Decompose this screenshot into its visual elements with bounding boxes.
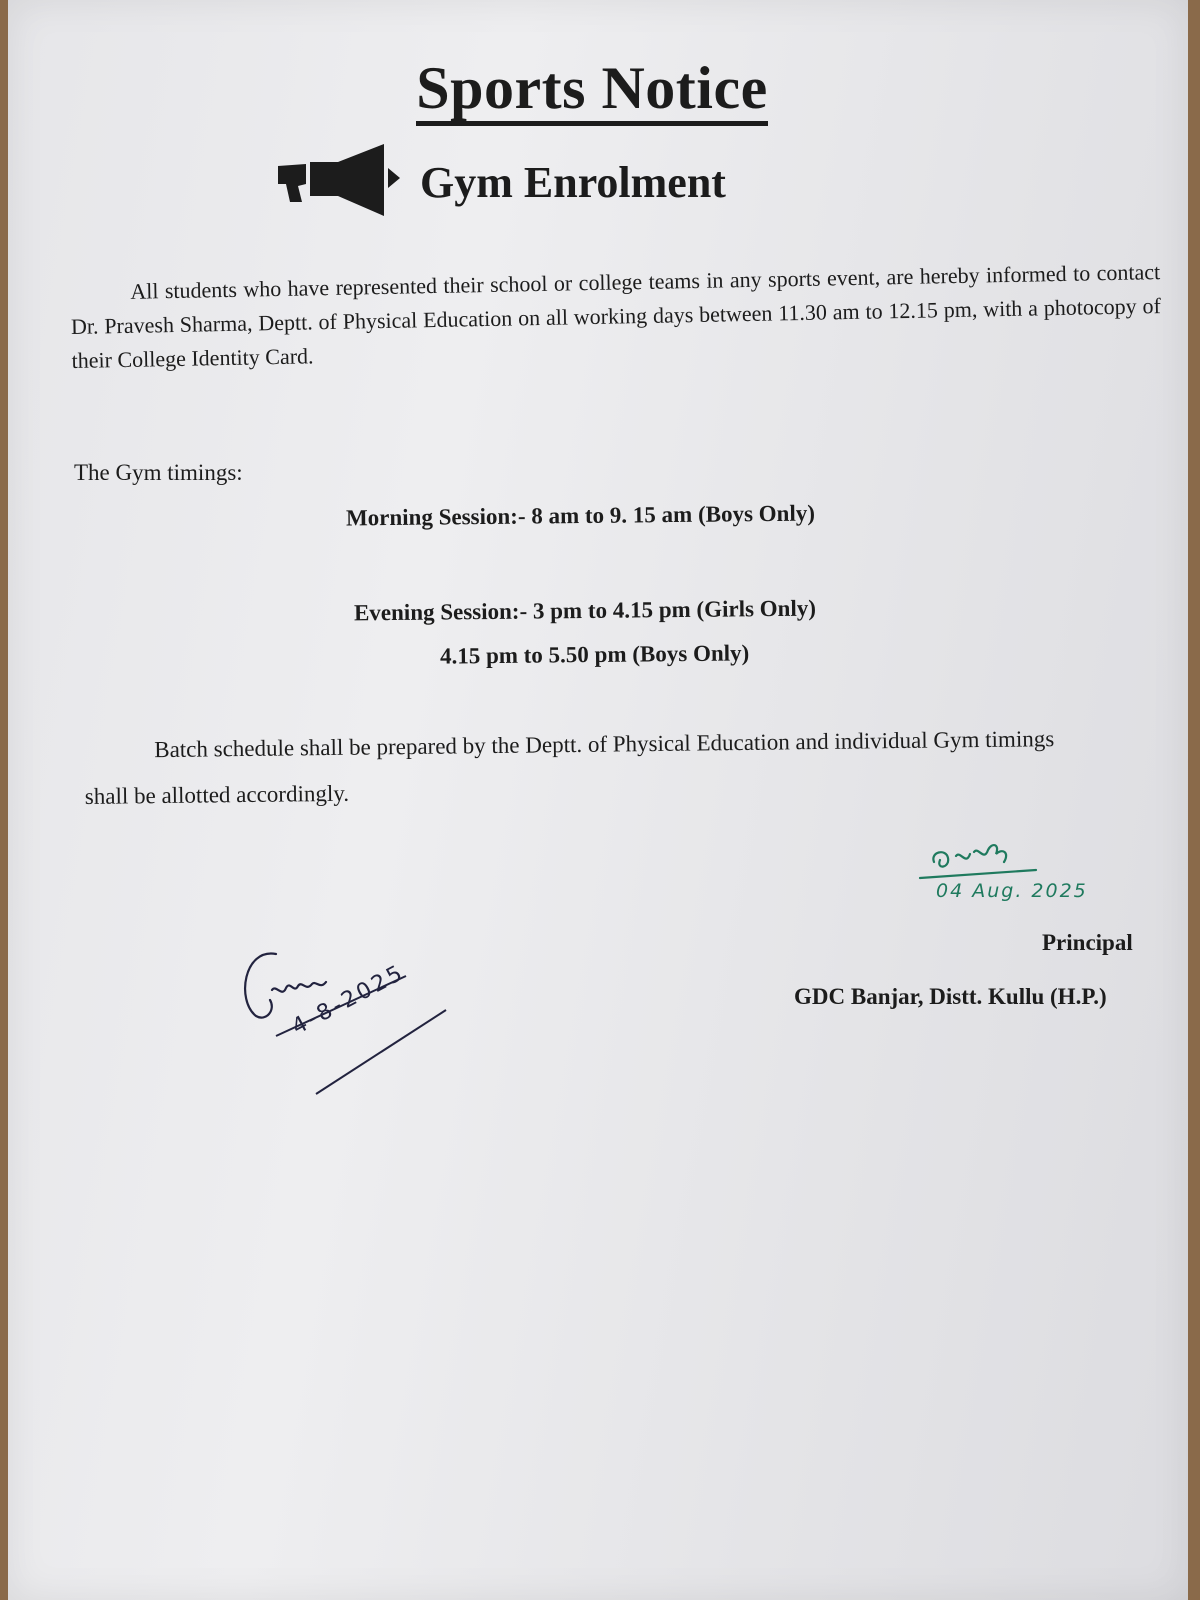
- evening-session-boys: 4.15 pm to 5.50 pm (Boys Only): [439, 640, 750, 669]
- megaphone-icon: [276, 144, 402, 220]
- enrolment-paragraph: All students who have represented their school or college teams in any sports event, are hereby informed to contact Dr. Pravesh Sharma, Deptt. of Physical Education on all working days between 11.30 am to 12.15 pm, with a photocopy of their College Identity Card.: [70, 259, 1162, 373]
- signatory-institution: GDC Banjar, Distt. Kullu (H.P.): [794, 984, 1107, 1009]
- receipt-handwritten-date: 4-8-2025: [288, 959, 410, 1041]
- receipt-signature: [236, 940, 466, 1110]
- evening-session-girls: Evening Session:- 3 pm to 4.15 pm (Girls Only): [353, 595, 817, 626]
- signatory-designation: Principal: [1042, 930, 1133, 955]
- notice-sheet: [8, 0, 1188, 1600]
- morning-session: Morning Session:- 8 am to 9. 15 am (Boys Only): [345, 500, 816, 531]
- notice-title: Sports Notice: [0, 54, 1192, 123]
- subtitle-row: [276, 142, 726, 222]
- batch-schedule-note: Batch schedule shall be prepared by the Deptt. of Physical Education and individual Gym timings shall be allotted accordingly.: [84, 726, 1055, 809]
- gym-timings-label: The Gym timings:: [74, 460, 243, 485]
- notice-subtitle: Gym Enrolment: [420, 157, 726, 207]
- principal-handwritten-date: 04 Aug. 2025: [936, 880, 1088, 902]
